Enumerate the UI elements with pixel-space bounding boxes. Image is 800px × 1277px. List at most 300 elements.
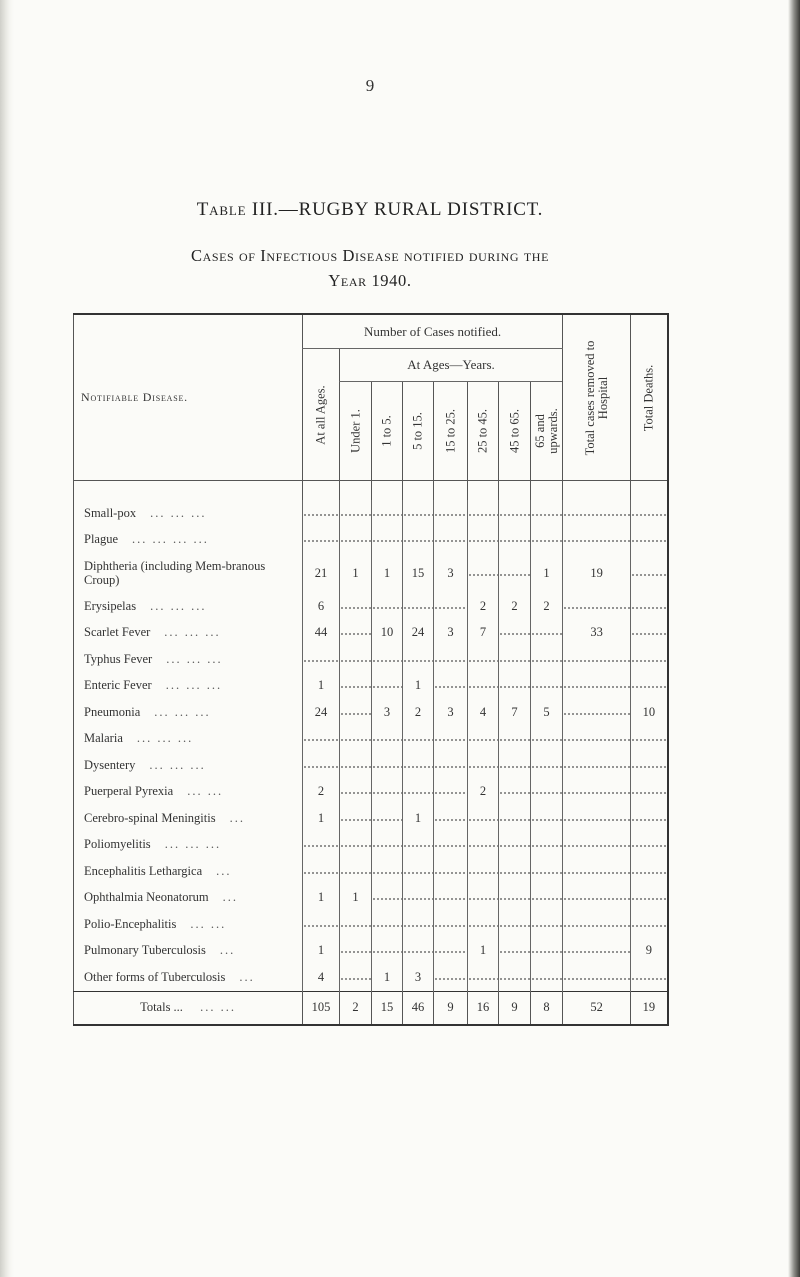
table-cell <box>631 646 668 673</box>
table-cell <box>303 726 340 753</box>
table-cell: 3 <box>372 699 403 726</box>
table-cell: 15 <box>403 553 434 593</box>
empty-dots <box>403 844 433 848</box>
empty-dots <box>434 606 467 610</box>
empty-dots <box>372 791 402 795</box>
table-cell <box>434 527 468 554</box>
table-cell <box>531 911 563 938</box>
empty-dots <box>499 897 530 901</box>
disease-label: Malaria <box>84 731 123 746</box>
table-cell: 1 <box>340 553 372 593</box>
empty-dots <box>468 924 498 928</box>
header-age-25-to-45: 25 to 45. <box>468 382 499 481</box>
header-age-1-to-5: 1 to 5. <box>372 382 403 481</box>
empty-dots <box>531 738 562 742</box>
empty-dots <box>340 844 371 848</box>
header-number-notified: Number of Cases notified. <box>303 314 563 349</box>
table-cell <box>531 646 563 673</box>
table-cell <box>372 646 403 673</box>
table-cell <box>340 620 372 647</box>
totals-cell: 52 <box>563 991 631 1025</box>
table-cell <box>563 885 631 912</box>
table-cell <box>340 726 372 753</box>
table-cell <box>434 858 468 885</box>
table-cell: 24 <box>303 699 340 726</box>
table-row <box>74 938 668 965</box>
empty-dots <box>563 765 630 769</box>
disease-name <box>74 858 303 885</box>
disease-label: Pneumonia <box>84 704 141 719</box>
dot-leader: ... ... ... <box>154 704 211 719</box>
dot-leader: ... ... ... <box>166 651 223 666</box>
empty-dots <box>468 897 498 901</box>
table-row <box>74 885 668 912</box>
disease-label: Encephalitis Lethargica <box>84 863 203 878</box>
empty-dots <box>563 950 630 954</box>
table-cell <box>340 964 372 991</box>
table-cell <box>340 805 372 832</box>
table-cell <box>372 527 403 554</box>
table-cell: 3 <box>434 553 468 593</box>
table-cell <box>403 500 434 527</box>
table-cell <box>499 832 531 859</box>
empty-dots <box>403 950 433 954</box>
table-cell <box>531 938 563 965</box>
table-cell: 1 <box>403 805 434 832</box>
disease-label: Dysentery <box>84 757 136 772</box>
table-cell <box>303 911 340 938</box>
empty-dots <box>372 818 402 822</box>
disease-name <box>74 885 303 912</box>
table-cell <box>631 832 668 859</box>
table-cell: 1 <box>372 553 403 593</box>
empty-dots <box>499 659 530 663</box>
empty-dots <box>340 659 371 663</box>
table-cell <box>563 593 631 620</box>
empty-dots <box>303 659 339 663</box>
empty-dots <box>531 632 562 636</box>
header-notifiable-disease: Notifiable Disease. <box>74 314 303 481</box>
empty-dots <box>340 977 371 981</box>
disease-label: Ophthalmia Neonatorum <box>84 890 209 905</box>
table-cell <box>631 805 668 832</box>
table-cell <box>403 832 434 859</box>
empty-dots <box>340 513 371 517</box>
empty-dots <box>434 659 467 663</box>
empty-dots <box>468 659 498 663</box>
header-age-15-to-25: 15 to 25. <box>434 382 468 481</box>
totals-label-cell <box>74 991 303 1025</box>
empty-dots <box>499 950 530 954</box>
table-cell <box>303 646 340 673</box>
table-cell <box>499 726 531 753</box>
dot-leader: ... ... ... <box>164 625 221 640</box>
table-cell <box>468 553 499 593</box>
table-cell: 4 <box>303 964 340 991</box>
table-cell <box>499 885 531 912</box>
empty-dots <box>340 606 371 610</box>
table-cell <box>499 500 531 527</box>
empty-dots <box>531 871 562 875</box>
table-cell <box>403 858 434 885</box>
empty-dots <box>499 977 530 981</box>
empty-dots <box>403 606 433 610</box>
table-cell: 1 <box>303 885 340 912</box>
table-cell: 21 <box>303 553 340 593</box>
dot-leader: ... ... ... <box>165 678 223 693</box>
table-cell <box>372 673 403 700</box>
empty-dots <box>340 685 371 689</box>
page-number: 9 <box>365 76 375 95</box>
dot-leader: ... ... ... <box>150 505 207 520</box>
empty-dots <box>340 871 371 875</box>
empty-dots <box>499 765 530 769</box>
empty-dots <box>499 818 530 822</box>
table-cell: 5 <box>531 699 563 726</box>
empty-dots <box>631 685 667 689</box>
empty-dots <box>434 513 467 517</box>
table-cell: 33 <box>563 620 631 647</box>
table-cell <box>403 938 434 965</box>
table-cell: 6 <box>303 593 340 620</box>
table-cell <box>403 726 434 753</box>
table-cell <box>631 911 668 938</box>
table-cell <box>434 885 468 912</box>
empty-dots <box>372 897 402 901</box>
empty-dots <box>563 685 630 689</box>
empty-dots <box>303 513 339 517</box>
table-row <box>74 911 668 938</box>
table-cell: 19 <box>563 553 631 593</box>
empty-dots <box>531 977 562 981</box>
table-cell: 3 <box>434 699 468 726</box>
empty-dots <box>531 791 562 795</box>
empty-dots <box>403 897 433 901</box>
table-row <box>74 752 668 779</box>
table-cell <box>531 779 563 806</box>
table-cell: 7 <box>468 620 499 647</box>
table-cell <box>563 911 631 938</box>
dot-leader: ... <box>239 969 255 984</box>
disease-label: Enteric Fever <box>84 678 152 693</box>
empty-dots <box>434 897 467 901</box>
table-cell <box>372 752 403 779</box>
totals-cell: 9 <box>434 991 468 1025</box>
dot-leader: ... ... <box>200 1000 236 1014</box>
table-cell <box>434 964 468 991</box>
header-age-under-1: Under 1. <box>340 382 372 481</box>
empty-dots <box>631 844 667 848</box>
empty-dots <box>340 791 371 795</box>
table-cell <box>372 858 403 885</box>
empty-dots <box>468 513 498 517</box>
empty-dots <box>434 977 467 981</box>
table-cell <box>499 964 531 991</box>
disease-label: Small-pox <box>84 505 137 520</box>
table-title: Table III.—RUGBY RURAL DISTRICT. <box>196 199 544 220</box>
disease-label: Other forms of Tuberculosis <box>84 969 226 984</box>
table-row <box>74 527 668 554</box>
table-cell: 4 <box>468 699 499 726</box>
table-cell <box>340 832 372 859</box>
table-cell <box>434 938 468 965</box>
empty-dots <box>340 765 371 769</box>
table-row <box>74 699 668 726</box>
empty-dots <box>531 765 562 769</box>
empty-dots <box>631 573 667 577</box>
totals-row <box>74 991 668 1025</box>
table-cell <box>631 500 668 527</box>
table-cell: 2 <box>499 593 531 620</box>
table-cell <box>631 858 668 885</box>
table-cell <box>372 938 403 965</box>
table-cell <box>403 752 434 779</box>
table-cell <box>631 885 668 912</box>
disease-name <box>74 593 303 620</box>
header-age-45-to-65: 45 to 65. <box>499 382 531 481</box>
disease-label: Poliomyelitis <box>84 837 151 852</box>
dot-leader: ... ... ... ... <box>132 532 209 547</box>
empty-dots <box>531 818 562 822</box>
empty-dots <box>499 685 530 689</box>
table-cell <box>468 726 499 753</box>
table-cell <box>340 527 372 554</box>
empty-dots <box>303 765 339 769</box>
table-cell <box>499 752 531 779</box>
infectious-disease-table <box>73 313 669 1026</box>
table-cell <box>631 553 668 593</box>
table-cell <box>531 964 563 991</box>
subtitle-line-1: Cases of Infectious Disease notified during the <box>190 246 550 265</box>
empty-dots <box>372 539 402 543</box>
table-cell <box>468 646 499 673</box>
disease-name <box>74 752 303 779</box>
table-cell <box>340 500 372 527</box>
table-cell <box>372 593 403 620</box>
empty-dots <box>531 844 562 848</box>
header-removed-to-hospital: Total cases removed to Hospital <box>563 314 631 481</box>
empty-dots <box>531 659 562 663</box>
empty-dots <box>499 791 530 795</box>
table-cell: 9 <box>631 938 668 965</box>
empty-dots <box>403 738 433 742</box>
table-cell <box>468 858 499 885</box>
table-cell <box>340 752 372 779</box>
totals-cell: 16 <box>468 991 499 1025</box>
empty-dots <box>531 897 562 901</box>
table-cell <box>403 779 434 806</box>
table-cell: 1 <box>303 938 340 965</box>
table-cell <box>340 699 372 726</box>
empty-dots <box>563 844 630 848</box>
empty-dots <box>372 950 402 954</box>
table-cell: 1 <box>468 938 499 965</box>
table-cell: 1 <box>340 885 372 912</box>
empty-dots <box>303 539 339 543</box>
disease-name <box>74 726 303 753</box>
table-row <box>74 620 668 647</box>
table-cell <box>531 673 563 700</box>
empty-dots <box>468 738 498 742</box>
table-cell <box>531 500 563 527</box>
empty-dots <box>303 871 339 875</box>
table-row <box>74 673 668 700</box>
disease-name <box>74 699 303 726</box>
table-cell <box>531 858 563 885</box>
empty-dots <box>372 606 402 610</box>
empty-dots <box>403 765 433 769</box>
empty-dots <box>563 712 630 716</box>
table-cell <box>340 858 372 885</box>
table-cell <box>563 752 631 779</box>
header-total-deaths: Total Deaths. <box>631 314 668 481</box>
table-cell <box>499 553 531 593</box>
dot-leader: ... ... <box>190 916 227 931</box>
table-row <box>74 832 668 859</box>
table-cell <box>563 858 631 885</box>
table-cell <box>563 673 631 700</box>
table-cell <box>468 527 499 554</box>
table-cell <box>372 911 403 938</box>
empty-dots <box>340 738 371 742</box>
table-cell <box>563 805 631 832</box>
table-cell <box>372 832 403 859</box>
table-row <box>74 964 668 991</box>
table-cell <box>434 593 468 620</box>
table-cell <box>563 832 631 859</box>
empty-dots <box>403 924 433 928</box>
table-cell: 2 <box>403 699 434 726</box>
table-cell <box>499 673 531 700</box>
table-body <box>74 481 668 1025</box>
table-cell: 2 <box>531 593 563 620</box>
disease-name <box>74 964 303 991</box>
table-cell <box>499 805 531 832</box>
table-cell <box>403 911 434 938</box>
table-cell <box>303 500 340 527</box>
table-cell <box>434 646 468 673</box>
table-row <box>74 646 668 673</box>
header-age-65-upwards: 65 and upwards. <box>531 382 563 481</box>
empty-dots <box>563 513 630 517</box>
table-cell <box>631 779 668 806</box>
disease-label: Diphtheria (including Mem-branous Croup) <box>84 559 266 587</box>
table-cell <box>403 527 434 554</box>
table-cell <box>631 752 668 779</box>
empty-dots <box>340 924 371 928</box>
table-cell: 2 <box>303 779 340 806</box>
table-cell: 3 <box>434 620 468 647</box>
totals-label: Totals ... <box>140 1000 183 1014</box>
empty-dots <box>340 712 371 716</box>
empty-dots <box>563 738 630 742</box>
table-cell <box>434 726 468 753</box>
table-cell <box>531 832 563 859</box>
empty-dots <box>499 738 530 742</box>
table-cell <box>468 885 499 912</box>
table-cell <box>403 885 434 912</box>
header-gap-row <box>74 481 668 501</box>
empty-dots <box>468 573 498 577</box>
table-cell <box>563 527 631 554</box>
empty-dots <box>434 871 467 875</box>
subtitle-line-2: Year 1940. <box>328 271 412 290</box>
empty-dots <box>631 977 667 981</box>
table-cell <box>631 527 668 554</box>
empty-dots <box>468 844 498 848</box>
table-cell: 1 <box>303 805 340 832</box>
empty-dots <box>563 924 630 928</box>
table-cell <box>372 805 403 832</box>
table-cell <box>631 593 668 620</box>
empty-dots <box>499 924 530 928</box>
disease-name <box>74 779 303 806</box>
disease-label: Polio-Encephalitis <box>84 916 177 931</box>
table-cell: 44 <box>303 620 340 647</box>
empty-dots <box>631 738 667 742</box>
empty-dots <box>303 738 339 742</box>
empty-dots <box>531 513 562 517</box>
empty-dots <box>499 513 530 517</box>
empty-dots <box>468 539 498 543</box>
table-cell <box>468 911 499 938</box>
table-row <box>74 779 668 806</box>
table-cell <box>468 805 499 832</box>
table-cell <box>434 832 468 859</box>
empty-dots <box>372 738 402 742</box>
empty-dots <box>563 977 630 981</box>
dot-leader: ... ... ... <box>149 757 206 772</box>
disease-name <box>74 673 303 700</box>
empty-dots <box>563 606 630 610</box>
table-cell <box>434 805 468 832</box>
empty-dots <box>372 685 402 689</box>
empty-dots <box>531 924 562 928</box>
table-cell <box>563 699 631 726</box>
table-cell <box>303 858 340 885</box>
table-cell <box>531 527 563 554</box>
empty-dots <box>434 924 467 928</box>
disease-label: Typhus Fever <box>84 651 153 666</box>
empty-dots <box>434 765 467 769</box>
table-cell <box>499 646 531 673</box>
table-cell <box>531 752 563 779</box>
empty-dots <box>434 818 467 822</box>
empty-dots <box>631 539 667 543</box>
empty-dots <box>631 659 667 663</box>
empty-dots <box>468 685 498 689</box>
header-age-5-to-15: 5 to 15. <box>403 382 434 481</box>
table-cell <box>499 779 531 806</box>
empty-dots <box>631 765 667 769</box>
empty-dots <box>372 924 402 928</box>
dot-leader: ... ... ... <box>150 598 207 613</box>
table-cell <box>531 726 563 753</box>
table-cell <box>468 500 499 527</box>
empty-dots <box>563 659 630 663</box>
table-cell <box>434 911 468 938</box>
dot-leader: ... ... ... <box>164 837 222 852</box>
scan-right-edge <box>788 0 800 1277</box>
empty-dots <box>403 871 433 875</box>
table-row <box>74 805 668 832</box>
table-cell <box>372 500 403 527</box>
empty-dots <box>631 818 667 822</box>
empty-dots <box>403 791 433 795</box>
table-cell <box>499 620 531 647</box>
empty-dots <box>563 791 630 795</box>
disease-name <box>74 500 303 527</box>
